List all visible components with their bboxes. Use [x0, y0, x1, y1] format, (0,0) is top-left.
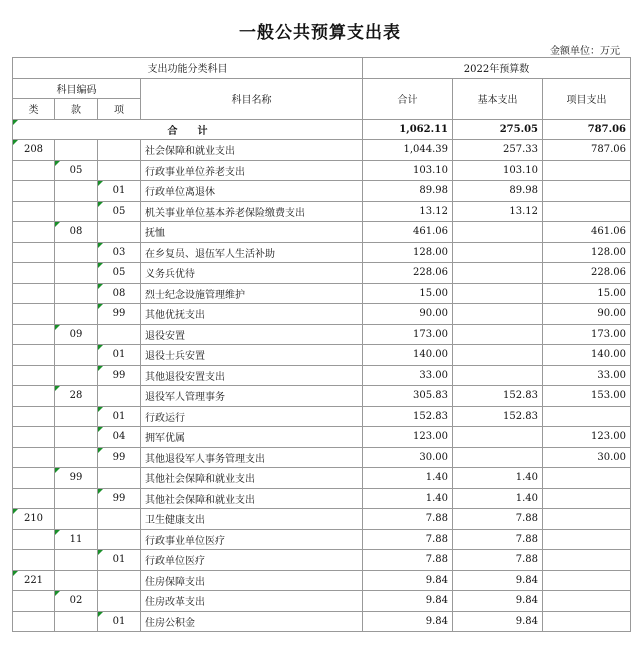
lei-cell [13, 447, 55, 468]
table-row [13, 140, 631, 161]
kuan-cell [55, 550, 98, 571]
kuan-cell [55, 181, 98, 202]
kuan-cell: 05 [55, 160, 98, 181]
name-cell: 其他退役军人事务管理支出 [141, 447, 363, 468]
basic-cell: 9.84 [453, 591, 543, 612]
name-cell: 其他退役安置支出 [141, 365, 363, 386]
name-cell: 在乡复员、退伍军人生活补助 [141, 242, 363, 263]
total-cell: 9.84 [363, 611, 453, 632]
total-label: 合 计 [13, 119, 363, 140]
xiang-header: 项 [98, 99, 141, 120]
basic-cell: 1.40 [453, 488, 543, 509]
lei-cell [13, 550, 55, 571]
lei-cell [13, 345, 55, 366]
xiang-cell: 01 [98, 611, 141, 632]
xiang-cell: 01 [98, 550, 141, 571]
name-cell: 其他社会保障和就业支出 [141, 468, 363, 489]
xiang-cell [98, 324, 141, 345]
basic-cell: 103.10 [453, 160, 543, 181]
name-cell: 拥军优属 [141, 427, 363, 448]
project-cell [543, 160, 631, 181]
header-row-2 [13, 78, 631, 99]
project-cell: 461.06 [543, 222, 631, 243]
lei-cell [13, 406, 55, 427]
name-cell: 卫生健康支出 [141, 509, 363, 530]
total-header: 合计 [363, 78, 453, 119]
table-row [13, 386, 631, 407]
project-cell: 153.00 [543, 386, 631, 407]
name-cell: 社会保障和就业支出 [141, 140, 363, 161]
name-cell: 住房改革支出 [141, 591, 363, 612]
kuan-cell [55, 140, 98, 161]
total-basic: 275.05 [453, 119, 543, 140]
basic-cell: 7.88 [453, 550, 543, 571]
name-cell: 退役军人管理事务 [141, 386, 363, 407]
kuan-cell [55, 263, 98, 284]
kuan-cell [55, 509, 98, 530]
name-cell: 行政单位医疗 [141, 550, 363, 571]
lei-cell [13, 160, 55, 181]
table-row [13, 550, 631, 571]
name-cell: 行政事业单位医疗 [141, 529, 363, 550]
name-cell: 机关事业单位基本养老保险缴费支出 [141, 201, 363, 222]
table-row [13, 447, 631, 468]
name-cell: 行政运行 [141, 406, 363, 427]
project-cell [543, 550, 631, 571]
lei-cell [13, 386, 55, 407]
name-cell: 住房保障支出 [141, 570, 363, 591]
basic-cell: 9.84 [453, 611, 543, 632]
budget-year-header: 2022年预算数 [363, 58, 631, 79]
basic-cell [453, 345, 543, 366]
xiang-cell: 01 [98, 406, 141, 427]
kuan-cell [55, 283, 98, 304]
lei-cell [13, 611, 55, 632]
xiang-cell: 99 [98, 447, 141, 468]
kuan-cell: 99 [55, 468, 98, 489]
xiang-cell: 03 [98, 242, 141, 263]
basic-cell: 7.88 [453, 509, 543, 530]
total-cell: 9.84 [363, 591, 453, 612]
lei-cell [13, 201, 55, 222]
xiang-cell [98, 570, 141, 591]
lei-cell: 210 [13, 509, 55, 530]
table-row [13, 263, 631, 284]
project-cell [543, 181, 631, 202]
project-cell [543, 488, 631, 509]
project-cell: 228.06 [543, 263, 631, 284]
basic-cell [453, 222, 543, 243]
kuan-cell [55, 488, 98, 509]
name-cell: 其他优抚支出 [141, 304, 363, 325]
name-cell: 住房公积金 [141, 611, 363, 632]
basic-cell [453, 283, 543, 304]
project-cell: 128.00 [543, 242, 631, 263]
basic-cell [453, 263, 543, 284]
kuan-cell [55, 242, 98, 263]
table-row [13, 324, 631, 345]
xiang-cell [98, 509, 141, 530]
lei-cell: 221 [13, 570, 55, 591]
unit-label: 金额单位：万元 [550, 46, 620, 57]
lei-header: 类 [13, 99, 55, 120]
table-row [13, 570, 631, 591]
table-row [13, 468, 631, 489]
kuan-cell: 11 [55, 529, 98, 550]
page-title: 一般公共预算支出表 [239, 23, 401, 43]
xiang-cell [98, 222, 141, 243]
kuan-header: 款 [55, 99, 98, 120]
lei-cell: 208 [13, 140, 55, 161]
kuan-cell [55, 345, 98, 366]
total-cell: 123.00 [363, 427, 453, 448]
total-cell: 15.00 [363, 283, 453, 304]
total-cell: 152.83 [363, 406, 453, 427]
kuan-cell: 02 [55, 591, 98, 612]
xiang-cell: 01 [98, 181, 141, 202]
total-cell: 33.00 [363, 365, 453, 386]
table-row [13, 591, 631, 612]
kuan-cell [55, 201, 98, 222]
table-row [13, 365, 631, 386]
table-row [13, 283, 631, 304]
basic-cell [453, 447, 543, 468]
kuan-cell [55, 365, 98, 386]
basic-cell: 152.83 [453, 386, 543, 407]
project-cell [543, 509, 631, 530]
total-cell: 461.06 [363, 222, 453, 243]
lei-cell [13, 488, 55, 509]
table-row [13, 160, 631, 181]
total-cell: 90.00 [363, 304, 453, 325]
xiang-cell: 99 [98, 365, 141, 386]
lei-cell [13, 222, 55, 243]
lei-cell [13, 283, 55, 304]
project-cell: 30.00 [543, 447, 631, 468]
table-row [13, 222, 631, 243]
name-cell: 义务兵优待 [141, 263, 363, 284]
xiang-cell: 99 [98, 488, 141, 509]
table-row [13, 427, 631, 448]
total-cell: 7.88 [363, 550, 453, 571]
table-row [13, 406, 631, 427]
total-total: 1,062.11 [363, 119, 453, 140]
xiang-cell [98, 591, 141, 612]
kuan-cell: 28 [55, 386, 98, 407]
basic-cell [453, 427, 543, 448]
table-row [13, 488, 631, 509]
project-cell [543, 201, 631, 222]
lei-cell [13, 529, 55, 550]
total-cell: 128.00 [363, 242, 453, 263]
lei-cell [13, 468, 55, 489]
kuan-cell [55, 304, 98, 325]
project-cell: 140.00 [543, 345, 631, 366]
kuan-cell [55, 570, 98, 591]
project-cell [543, 468, 631, 489]
table-row [13, 611, 631, 632]
total-cell: 173.00 [363, 324, 453, 345]
kuan-cell [55, 406, 98, 427]
project-cell [543, 406, 631, 427]
func-class-header: 支出功能分类科目 [13, 58, 363, 79]
total-cell: 305.83 [363, 386, 453, 407]
total-row [13, 119, 631, 140]
project-cell [543, 591, 631, 612]
total-cell: 9.84 [363, 570, 453, 591]
kuan-cell: 09 [55, 324, 98, 345]
code-header: 科目编码 [13, 78, 141, 99]
name-cell: 烈士纪念设施管理维护 [141, 283, 363, 304]
total-cell: 228.06 [363, 263, 453, 284]
table-row [13, 345, 631, 366]
name-cell: 退役士兵安置 [141, 345, 363, 366]
table-row [13, 304, 631, 325]
xiang-cell [98, 529, 141, 550]
basic-cell: 9.84 [453, 570, 543, 591]
basic-cell [453, 365, 543, 386]
table-row [13, 201, 631, 222]
lei-cell [13, 304, 55, 325]
basic-cell: 1.40 [453, 468, 543, 489]
name-cell: 其他社会保障和就业支出 [141, 488, 363, 509]
xiang-cell [98, 160, 141, 181]
xiang-cell [98, 386, 141, 407]
xiang-cell [98, 468, 141, 489]
project-cell: 90.00 [543, 304, 631, 325]
total-cell: 13.12 [363, 201, 453, 222]
project-cell: 15.00 [543, 283, 631, 304]
total-cell: 1.40 [363, 468, 453, 489]
project-cell: 787.06 [543, 140, 631, 161]
header-row-1 [13, 58, 631, 79]
basic-cell [453, 324, 543, 345]
basic-cell [453, 242, 543, 263]
lei-cell [13, 181, 55, 202]
total-cell: 7.88 [363, 529, 453, 550]
name-cell: 退役安置 [141, 324, 363, 345]
total-cell: 140.00 [363, 345, 453, 366]
name-cell: 行政事业单位养老支出 [141, 160, 363, 181]
total-cell: 1,044.39 [363, 140, 453, 161]
name-header: 科目名称 [141, 78, 363, 119]
total-cell: 1.40 [363, 488, 453, 509]
lei-cell [13, 263, 55, 284]
xiang-cell: 99 [98, 304, 141, 325]
basic-header: 基本支出 [453, 78, 543, 119]
project-header: 项目支出 [543, 78, 631, 119]
xiang-cell: 01 [98, 345, 141, 366]
basic-cell: 152.83 [453, 406, 543, 427]
kuan-cell [55, 447, 98, 468]
project-cell [543, 570, 631, 591]
lei-cell [13, 242, 55, 263]
total-cell: 30.00 [363, 447, 453, 468]
table-row [13, 242, 631, 263]
total-project: 787.06 [543, 119, 631, 140]
table-row [13, 181, 631, 202]
budget-table [12, 57, 631, 632]
total-cell: 89.98 [363, 181, 453, 202]
xiang-cell: 05 [98, 263, 141, 284]
total-cell: 103.10 [363, 160, 453, 181]
basic-cell [453, 304, 543, 325]
xiang-cell [98, 140, 141, 161]
project-cell: 33.00 [543, 365, 631, 386]
lei-cell [13, 365, 55, 386]
basic-cell: 7.88 [453, 529, 543, 550]
table-row [13, 509, 631, 530]
xiang-cell: 05 [98, 201, 141, 222]
name-cell: 行政单位离退休 [141, 181, 363, 202]
lei-cell [13, 324, 55, 345]
basic-cell: 89.98 [453, 181, 543, 202]
table-row [13, 529, 631, 550]
basic-cell: 257.33 [453, 140, 543, 161]
kuan-cell [55, 427, 98, 448]
xiang-cell: 04 [98, 427, 141, 448]
name-cell: 抚恤 [141, 222, 363, 243]
kuan-cell [55, 611, 98, 632]
project-cell [543, 611, 631, 632]
project-cell [543, 529, 631, 550]
total-cell: 7.88 [363, 509, 453, 530]
basic-cell: 13.12 [453, 201, 543, 222]
project-cell: 173.00 [543, 324, 631, 345]
kuan-cell: 08 [55, 222, 98, 243]
xiang-cell: 08 [98, 283, 141, 304]
lei-cell [13, 591, 55, 612]
lei-cell [13, 427, 55, 448]
project-cell: 123.00 [543, 427, 631, 448]
